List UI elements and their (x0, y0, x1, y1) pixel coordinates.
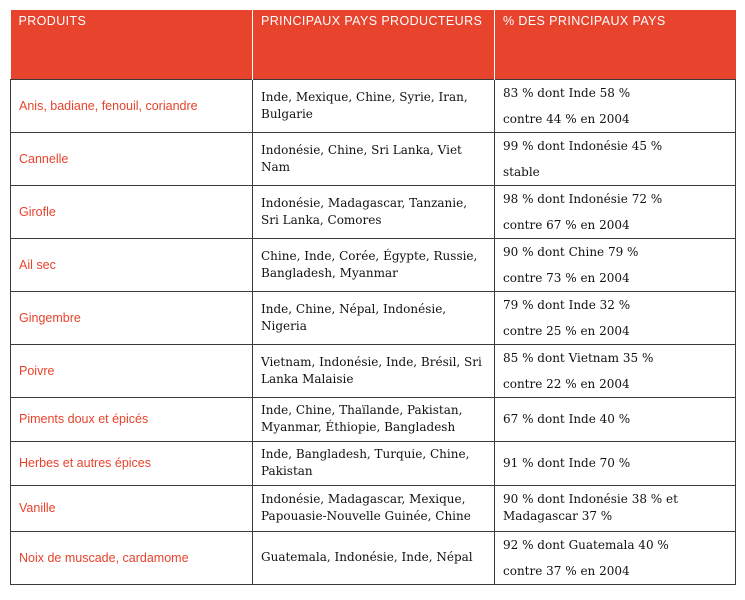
table-row (11, 441, 736, 485)
cell-pourcentage (495, 344, 736, 397)
cell-pourcentage (495, 485, 736, 531)
cell-pourcentage (495, 291, 736, 344)
cell-pays: Inde, Chine, Thaïlande, Pakistan, Myanmar, Éthiopie, Bangladesh (253, 397, 495, 441)
cell-pourcentage (495, 397, 736, 441)
cell-produit: Noix de muscade, cardamome (11, 531, 253, 584)
table-row (11, 344, 736, 397)
cell-pays: Indonésie, Madagascar, Tanzanie, Sri Lanka, Comores (253, 185, 495, 238)
pct-line-1: 92 % dont Guatemala 40 % (503, 537, 669, 552)
header-pourcentage: % DES PRINCIPAUX PAYS (495, 10, 736, 79)
header-pays: PRINCIPAUX PAYS PRODUCTEURS (253, 10, 495, 79)
cell-pourcentage (495, 185, 736, 238)
pct-line-2: contre 25 % en 2004 (503, 323, 630, 338)
cell-pays: Inde, Bangladesh, Turquie, Chine, Pakistan (253, 441, 495, 485)
pct-line-1: 99 % dont Indonésie 45 % (503, 138, 663, 153)
cell-produit: Herbes et autres épices (11, 441, 253, 485)
cell-produit: Piments doux et épicés (11, 397, 253, 441)
pct-line-1: 90 % dont Indonésie 38 % et (503, 492, 678, 506)
table-body (11, 79, 736, 584)
cell-pourcentage (495, 79, 736, 132)
pct-line-1: 91 % dont Inde 70 % (503, 455, 631, 470)
pct-line-1: 83 % dont Inde 58 % (503, 85, 631, 100)
cell-produit: Vanille (11, 485, 253, 531)
table-row (11, 531, 736, 584)
pct-line-1: 90 % dont Chine 79 % (503, 244, 639, 259)
cell-produit: Cannelle (11, 132, 253, 185)
cell-produit: Girofle (11, 185, 253, 238)
pct-line-2: stable (503, 164, 540, 179)
cell-produit: Gingembre (11, 291, 253, 344)
cell-pays: Indonésie, Madagascar, Mexique, Papouasie-Nouvelle Guinée, Chine (253, 485, 495, 531)
cell-pays: Vietnam, Indonésie, Inde, Brésil, Sri Lanka Malaisie (253, 344, 495, 397)
cell-produit: Ail sec (11, 238, 253, 291)
pct-line-1: 85 % dont Vietnam 35 % (503, 350, 654, 365)
pct-line-2: contre 37 % en 2004 (503, 563, 630, 578)
document-page (10, 10, 735, 590)
table-row (11, 238, 736, 291)
spice-producers-table (10, 10, 736, 585)
cell-pays: Guatemala, Indonésie, Inde, Népal (253, 531, 495, 584)
cell-pourcentage (495, 441, 736, 485)
cell-pays: Indonésie, Chine, Sri Lanka, Viet Nam (253, 132, 495, 185)
pct-line-2: contre 44 % en 2004 (503, 111, 630, 126)
cell-pourcentage (495, 132, 736, 185)
cell-produit: Poivre (11, 344, 253, 397)
cell-pays: Inde, Mexique, Chine, Syrie, Iran, Bulgarie (253, 79, 495, 132)
cell-produit: Anis, badiane, fenouil, coriandre (11, 79, 253, 132)
pct-line-2: contre 22 % en 2004 (503, 376, 630, 391)
pct-line-2: contre 67 % en 2004 (503, 217, 630, 232)
table-row (11, 291, 736, 344)
table-row (11, 185, 736, 238)
pct-line-1: 67 % dont Inde 40 % (503, 411, 631, 426)
table-row (11, 79, 736, 132)
pct-line-2: contre 73 % en 2004 (503, 270, 630, 285)
table-row (11, 485, 736, 531)
header-produits: PRODUITS (11, 10, 253, 79)
pct-line-2: Madagascar 37 % (503, 509, 613, 523)
cell-pays: Inde, Chine, Népal, Indonésie, Nigeria (253, 291, 495, 344)
pct-line-1: 79 % dont Inde 32 % (503, 297, 631, 312)
cell-pourcentage (495, 531, 736, 584)
header-row (11, 10, 736, 79)
cell-pays: Chine, Inde, Corée, Égypte, Russie, Bangladesh, Myanmar (253, 238, 495, 291)
cell-pourcentage (495, 238, 736, 291)
table-row (11, 397, 736, 441)
table-header (11, 10, 736, 79)
pct-line-1: 98 % dont Indonésie 72 % (503, 191, 663, 206)
table-row (11, 132, 736, 185)
